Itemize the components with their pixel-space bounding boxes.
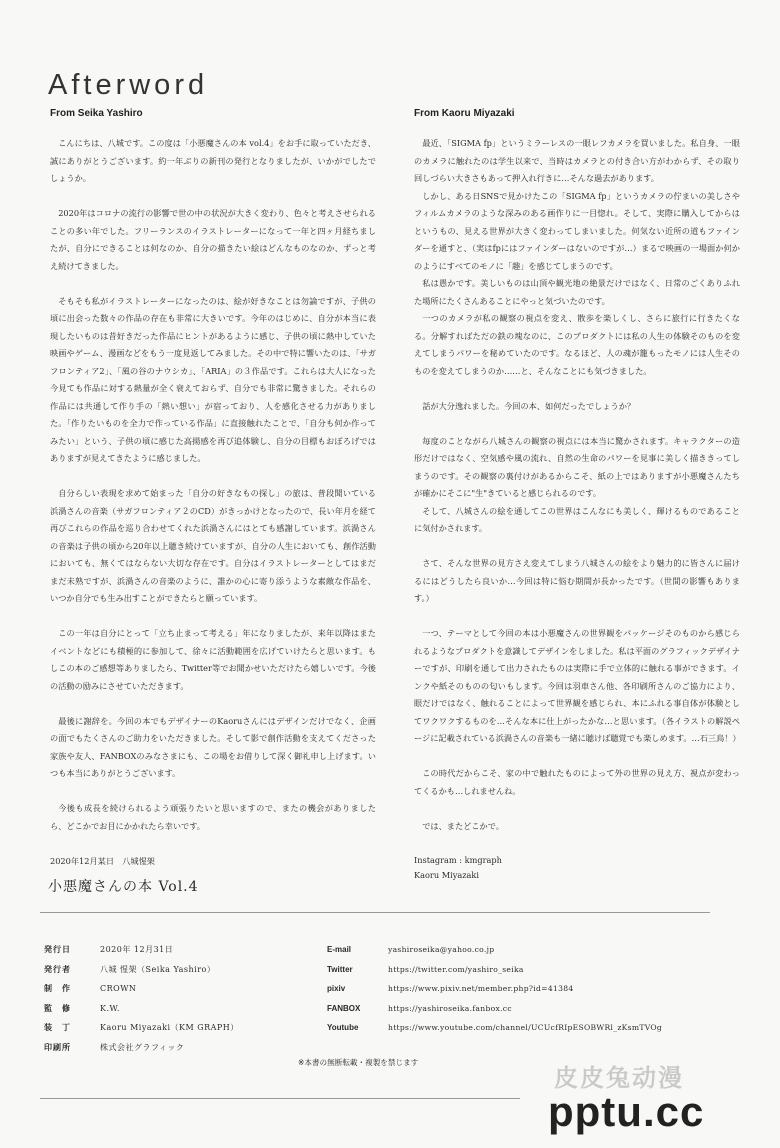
book-title: 小悪魔さんの本 Vol.4: [48, 879, 199, 895]
paragraph: こんにちは、八城です。この度は「小悪魔さんの本 vol.4」をお手に取っていただき、誠にありがとうございます。約一年ぶりの新刊の発行となりましたが、いかがでしたでしょうか。: [50, 138, 376, 183]
column-heading-seika: From Seika Yashiro: [50, 108, 143, 119]
colophon-value: 株式会社グラフィック: [100, 1042, 185, 1052]
paragraph: では、またどこかで。: [422, 820, 504, 831]
colophon-value: CROWN: [100, 984, 137, 994]
paragraph: この時代だからこそ、家の中で触れたものによって外の世界の見え方、視点が変わってくるかも…しれませんね。: [414, 768, 740, 796]
colophon-key: 発行者: [44, 964, 71, 974]
paragraph-line: しかし、ある日SNSで見かけたこの「SIGMA fp」というカメラの佇まいの美しさやフィルムカメラのような深みのある画作りに一目惚れ。そして、実際に購入してからはというもの、見える世界が大きく変わってしまいました。何気ない近所の道もファインダーを通すと、（実はfpにはファインダーはないのですが…）まるで映画の一場面か何かのようにすべてのモノに「趣」を感じてしまうのです。: [414, 190, 740, 271]
paragraph: この一年は自分にとって「立ち止まって考える」年になりましたが、来年以降はまたイベントなどにも積極的に参加して、徐々に活動範囲を広げていけたらと思います。もしこの本のご感想等ありましたら、Twitter等でお聞かせいただけたら嬉しいです。今後の活動の励みにさせていただきます。: [50, 628, 376, 691]
contact-key: pixiv: [327, 984, 346, 994]
paragraph-line: 私は愚かです。美しいものは山頂や観光地の絶景だけではなく、日常のごくありふれた場所にたくさんあることにやっと気づいたのです。: [414, 278, 740, 306]
paragraph-line: 一つのカメラが私の観察の視点を変え、散歩を楽しくし、さらに旅行に行きたくなる。分解すればただの鉄の塊なのに、このプロダクトには私の人生の体験そのものを変えてしまうパワーを秘めていたのです。なるほど、人の魂が籠もったモノには人生そのものを変えてしまうのか……と、そんなことにも気づきました。: [414, 313, 740, 376]
youtube-link[interactable]: https://www.youtube.com/channel/UCUcfRIpESOBWRl_zKsmTVOg: [388, 1023, 663, 1033]
contact-row-pixiv: [327, 979, 727, 999]
paragraph: 一つ、テーマとして今回の本は小悪魔さんの世界観をパッケージそのものから感じられるようなプロダクトを意識してデザインをしました。私は平面のグラフィックデザイナーですが、印刷を通して出力されたものは実際に手で立体的に触れる事ができます。インクや紙そのものの匂いもします。今回は羽車さん他、各印刷所さんのご協力により、眼だけではなく、触れることによって世界観を感じられ、本にふれる事自体が体験としてワクワクするものを…そんな本に仕上がったかな…と思います。（各イラストの解説ページに記載されている浜渦さんの音楽も一緒に聴けば聴覚でも楽しめます。…石三鳥！）: [414, 628, 741, 743]
paragraph: 話が大分逸れました。今回の本、如何だったでしょうか？: [422, 400, 636, 411]
contact-row-email: [327, 940, 727, 960]
copyright-notice: ※本書の無断転載・複製を禁じます: [298, 1058, 419, 1067]
watermark-text-top: 皮皮兔动漫: [554, 1065, 684, 1092]
page-title: Afterword: [48, 69, 209, 102]
watermark-text-bottom: pptu.cc: [548, 1088, 705, 1135]
colophon-value: K.W.: [100, 1003, 120, 1013]
colophon-row: [44, 979, 314, 999]
contact-row-twitter: [327, 960, 727, 980]
column-heading-kaoru: From Kaoru Miyazaki: [414, 108, 515, 119]
colophon-key: 制 作: [44, 984, 71, 994]
paragraph: さて、そんな世界の見方さえ変えてしまう八城さんの絵をより魅力的に皆さんに届けるにはどうしたら良いか…今回は特に悩む期間が長かったです。（世間の影響もあります。）: [414, 558, 740, 603]
colophon-row: [44, 1038, 314, 1058]
fanbox-link[interactable]: https://yashiroseika.fanbox.cc: [388, 1003, 512, 1013]
colophon-row: [44, 1018, 314, 1038]
instagram-handle: Instagram : kmgraph: [414, 854, 502, 865]
colophon-value: 八城 惺架（Seika Yashiro）: [100, 964, 216, 974]
paragraph: 2020年はコロナの流行の影響で世の中の状況が大きく変わり、色々と考えさせられることの多い年でした。フリーランスのイラストレーターになって一年と四ヶ月経ちましたが、自分にできることは何なのか、自分の描きたい絵はどんなものなのか、ずっと考え続けてきました。: [50, 208, 376, 271]
paragraph: そもそも私がイラストレーターになったのは、絵が好きなことは勿論ですが、子供の頃に出会った数々の作品の存在も非常に大きいです。今年のはじめに、自分が本当に表現したいものは昔好きだった作品にヒントがあるように感じ、子供の頃に熱中していた映画やゲーム、漫画などをもう一度見返してみました。その中で特に響いたのは、「サガフロンティア2」、「風の谷のナウシカ」、「ARIA」の３作品です。これらは大人になった今見ても作品に対する熱量が全く衰えておらず、自分でも非常に驚きました。それらの作品には共通して作り手の「熱い想い」が宿っており、人を感化させる力がありました。「作りたいものを全力で作っている作品」に直接触れたことで、「自分も何か作ってみたい」という、子供の頃に感じた高揚感を再び追体験し、自分の目標もおぼろげではありますが見えてきたように感じました。: [50, 295, 376, 463]
paragraph: [414, 433, 740, 538]
colophon-value: Kaoru Miyazaki（KM GRAPH）: [100, 1023, 239, 1033]
divider: [40, 1098, 520, 1099]
author-name: Kaoru Miyazaki: [414, 869, 480, 880]
paragraph: 最後に謝辞を。今回の本でもデザイナーのKaoruさんにはデザインだけでなく、企画の面でもたくさんのご助力をいただきました。そして影で創作活動を支えてくださった家族や友人、FANBOXのみなさまにも、この場をお借りして深く御礼申し上げます。いつも本当にありがとうございます。: [50, 715, 376, 778]
paragraph-line: そして、八城さんの絵を通してこの世界はこんなにも美しく、輝けるものであることに気付かされます。: [414, 505, 740, 533]
signature-date: 2020年12月某日 八城惺架: [50, 855, 155, 866]
colophon-row: [44, 960, 314, 980]
email-link[interactable]: yashiroseika@yahoo.co.jp: [388, 945, 495, 955]
contact-row-youtube: [327, 1018, 727, 1038]
colophon-key: 装 丁: [44, 1023, 71, 1033]
contact-row-fanbox: [327, 999, 727, 1019]
colophon-right: [327, 940, 727, 1038]
contact-key: Youtube: [327, 1023, 359, 1033]
pixiv-link[interactable]: https://www.pixiv.net/member.php?id=41384: [388, 984, 574, 994]
colophon-value: 2020年 12月31日: [100, 945, 174, 955]
paragraph-line: 毎度のことながら八城さんの観察の視点には本当に驚かされます。キャラクターの造形だけではなく、空気感や風の流れ、自然の生命のパワーを見事に美しく描ききってしまうのです。その観察の裏付けがあるからこそ、紙の上ではありますが小悪魔さんたちが確かにそこに"生"きていると感じられるのです。: [414, 435, 740, 498]
colophon-key: 発行日: [44, 945, 71, 955]
colophon-key: 監 修: [44, 1003, 71, 1013]
colophon-left: [44, 940, 314, 1057]
contact-key: FANBOX: [327, 1003, 361, 1013]
paragraph: 自分らしい表現を求めて始まった「自分の好きなもの探し」の旅は、普段聞いている浜渦さんの音楽（サガフロンティア２のCD）がきっかけとなったので、長い年月を経て再びこれらの作品を巡り合わせてくれた浜渦さんにはとても感謝しています。浜渦さんの音楽は子供の頃から20年以上聴き続けていますが、自分の人生においても、創作活動においても、無くてはならない大切な存在です。自分はイラストレーターとしてはまだまだ未熟ですが、浜渦さんの音楽のように、誰かの心に寄り添うような素敵な作品を、いつか自分でも生み出すことができたらと願っています。: [50, 488, 376, 603]
paragraph-line: 最近、「SIGMA fp」というミラーレスの一眼レフカメラを買いました。私自身、一眼のカメラに触れたのは学生以来で、当時はカメラとの付き合い方がわからず、その取り回しづらい大きさもあって押入れ行きに…そんな過去があります。: [414, 138, 740, 183]
divider: [40, 912, 710, 913]
contact-key: E-mail: [327, 945, 352, 955]
contact-key: Twitter: [327, 964, 353, 974]
colophon-key: 印刷所: [44, 1042, 71, 1052]
colophon-row: [44, 999, 314, 1019]
paragraph: 今後も成長を続けられるよう頑張りたいと思いますので、またの機会がありましたら、どこかでお目にかかれたら幸いです。: [50, 803, 376, 831]
kaoru-miyazaki-column: [414, 108, 740, 883]
twitter-link[interactable]: https://twitter.com/yashiro_seika: [388, 964, 524, 974]
paragraph: [414, 135, 740, 380]
colophon-row: [44, 940, 314, 960]
seika-yashiro-column: [50, 108, 376, 870]
